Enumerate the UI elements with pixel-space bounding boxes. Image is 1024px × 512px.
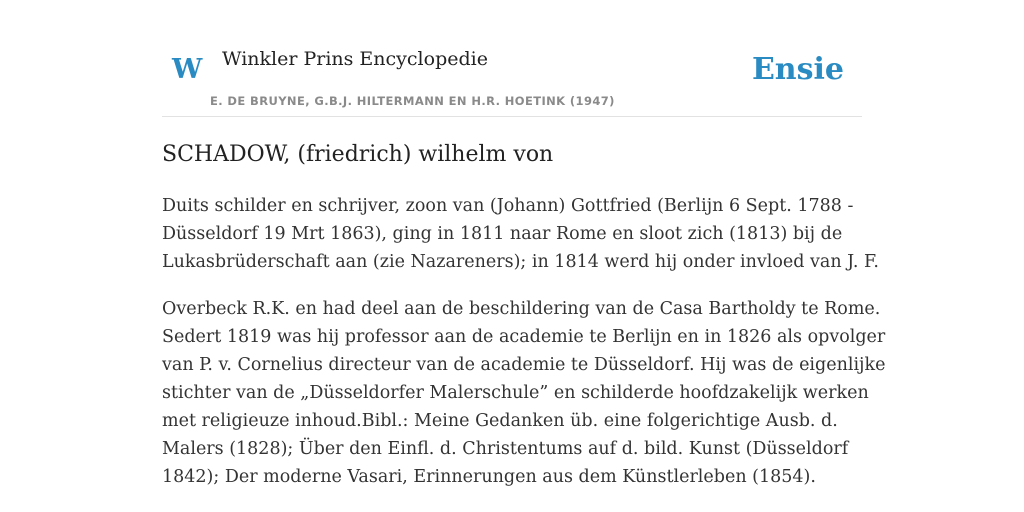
site-title[interactable]: Winkler Prins Encyclopedie bbox=[222, 48, 488, 70]
paragraph-line: Lukasbrüderschaft aan (zie Nazareners); in 1814 werd hij onder invloed van J. F. bbox=[162, 252, 879, 272]
authors-line: E. DE BRUYNE, G.B.J. HILTERMANN EN H.R. HOETINK (1947) bbox=[210, 94, 615, 108]
paragraph-line: Sedert 1819 was hij professor aan de academie te Berlijn en in 1826 als opvolger bbox=[162, 327, 886, 347]
ensie-logo[interactable]: Ensie bbox=[751, 52, 844, 87]
page bbox=[162, 0, 886, 487]
paragraph-line: van P. v. Cornelius directeur van de academie te Düsseldorf. Hij was de eigenlijke bbox=[162, 355, 886, 375]
entry-paragraph-2 bbox=[162, 295, 886, 491]
paragraph-line: Duits schilder en schrijver, zoon van (Johann) Gottfried (Berlijn 6 Sept. 1788 - bbox=[162, 196, 854, 216]
entry-paragraph-1 bbox=[162, 192, 879, 276]
paragraph-line: met religieuze inhoud.Bibl.: Meine Gedanken üb. eine folgerichtige Ausb. d. bbox=[162, 411, 838, 431]
paragraph-line: 1842); Der moderne Vasari, Erinnerungen aus dem Künstlerleben (1854). bbox=[162, 467, 816, 487]
entry-title: SCHADOW, (friedrich) wilhelm von bbox=[162, 142, 554, 167]
paragraph-line: stichter van de „Düsseldorfer Malerschule” en schilderde hoofdzakelijk werken bbox=[162, 383, 869, 403]
paragraph-line: Overbeck R.K. en had deel aan de beschildering van de Casa Bartholdy te Rome. bbox=[162, 299, 881, 319]
paragraph-line: Malers (1828); Über den Einfl. d. Christentums auf d. bild. Kunst (Düsseldorf bbox=[162, 439, 849, 459]
paragraph-line: Düsseldorf 19 Mrt 1863), ging in 1811 naar Rome en sloot zich (1813) bij de bbox=[162, 224, 843, 244]
logo-w-icon[interactable]: W bbox=[172, 54, 203, 85]
header bbox=[162, 0, 862, 117]
